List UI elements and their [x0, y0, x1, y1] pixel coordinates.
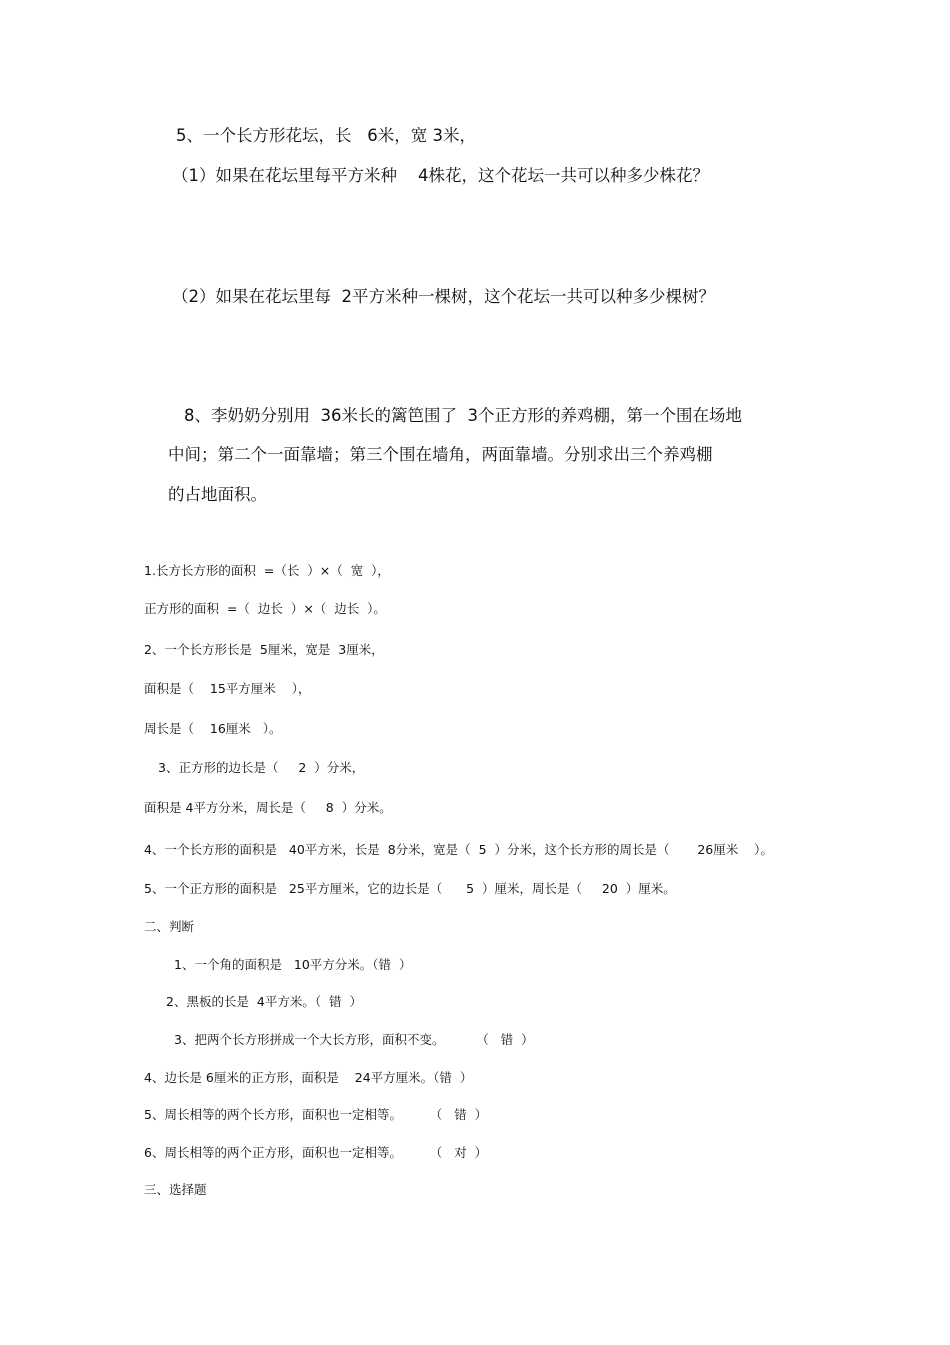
answer-fill-line: 周长是（ 16厘米 ）。 — [144, 721, 282, 736]
judge-item: 5、周长相等的两个长方形，面积也一定相等。 （ 错 ） — [144, 1107, 488, 1122]
problem-5-part-2: （2）如果在花坛里每 2平方米种一棵树，这个花坛一共可以种多少棵树？ — [172, 287, 715, 306]
problem-8-line-2: 中间；第二个一面靠墙；第三个围在墙角，两面靠墙。分别求出三个养鸡棚 — [168, 445, 713, 464]
judge-item: 2、黑板的长是 4平方米。（ 错 ） — [166, 994, 362, 1009]
answer-fill-line: 3、正方形的边长是（ 2 ）分米， — [158, 760, 365, 775]
problem-8-line-1: 8、李奶奶分别用 36米长的篱笆围了 3个正方形的养鸡棚，第一个围在场地 — [184, 406, 742, 425]
judge-item: 3、把两个长方形拼成一个大长方形，面积不变。 （ 错 ） — [174, 1032, 534, 1047]
answer-fill-line: 1.长方长方形的面积 =（长 ）×（ 宽 ）， — [144, 563, 390, 578]
answer-fill-line: 正方形的面积 =（ 边长 ）×（ 边长 ）。 — [144, 601, 386, 616]
choice-heading: 三、选择题 — [144, 1182, 207, 1197]
problem-8-line-3: 的占地面积。 — [168, 485, 267, 504]
problem-5-part-1: （1）如果在花坛里每平方米种 4株花，这个花坛一共可以种多少株花？ — [172, 166, 709, 185]
judge-heading: 二、判断 — [144, 919, 195, 934]
answer-fill-line: 5、一个正方形的面积是 25平方厘米，它的边长是（ 5 ）厘米，周长是（ 20 ）厘米。 — [144, 881, 676, 896]
answer-fill-line: 面积是（ 15平方厘米 ）， — [144, 681, 311, 696]
judge-item: 4、边长是 6厘米的正方形，面积是 24平方厘米。（错 ） — [144, 1070, 473, 1085]
judge-item: 1、一个角的面积是 10平方分米。（错 ） — [174, 957, 412, 972]
judge-item: 6、周长相等的两个正方形，面积也一定相等。 （ 对 ） — [144, 1145, 488, 1160]
problem-5-title: 5、一个长方形花坛，长 6米，宽 3米， — [176, 126, 476, 145]
answer-fill-line: 面积是 4平方分米，周长是（ 8 ）分米。 — [144, 800, 392, 815]
answer-fill-line: 2、一个长方形长是 5厘米，宽是 3厘米， — [144, 642, 384, 657]
answer-fill-line: 4、一个长方形的面积是 40平方米，长是 8分米，宽是（ 5 ）分米，这个长方形的周长是（ 26厘米 ）。 — [144, 842, 773, 857]
